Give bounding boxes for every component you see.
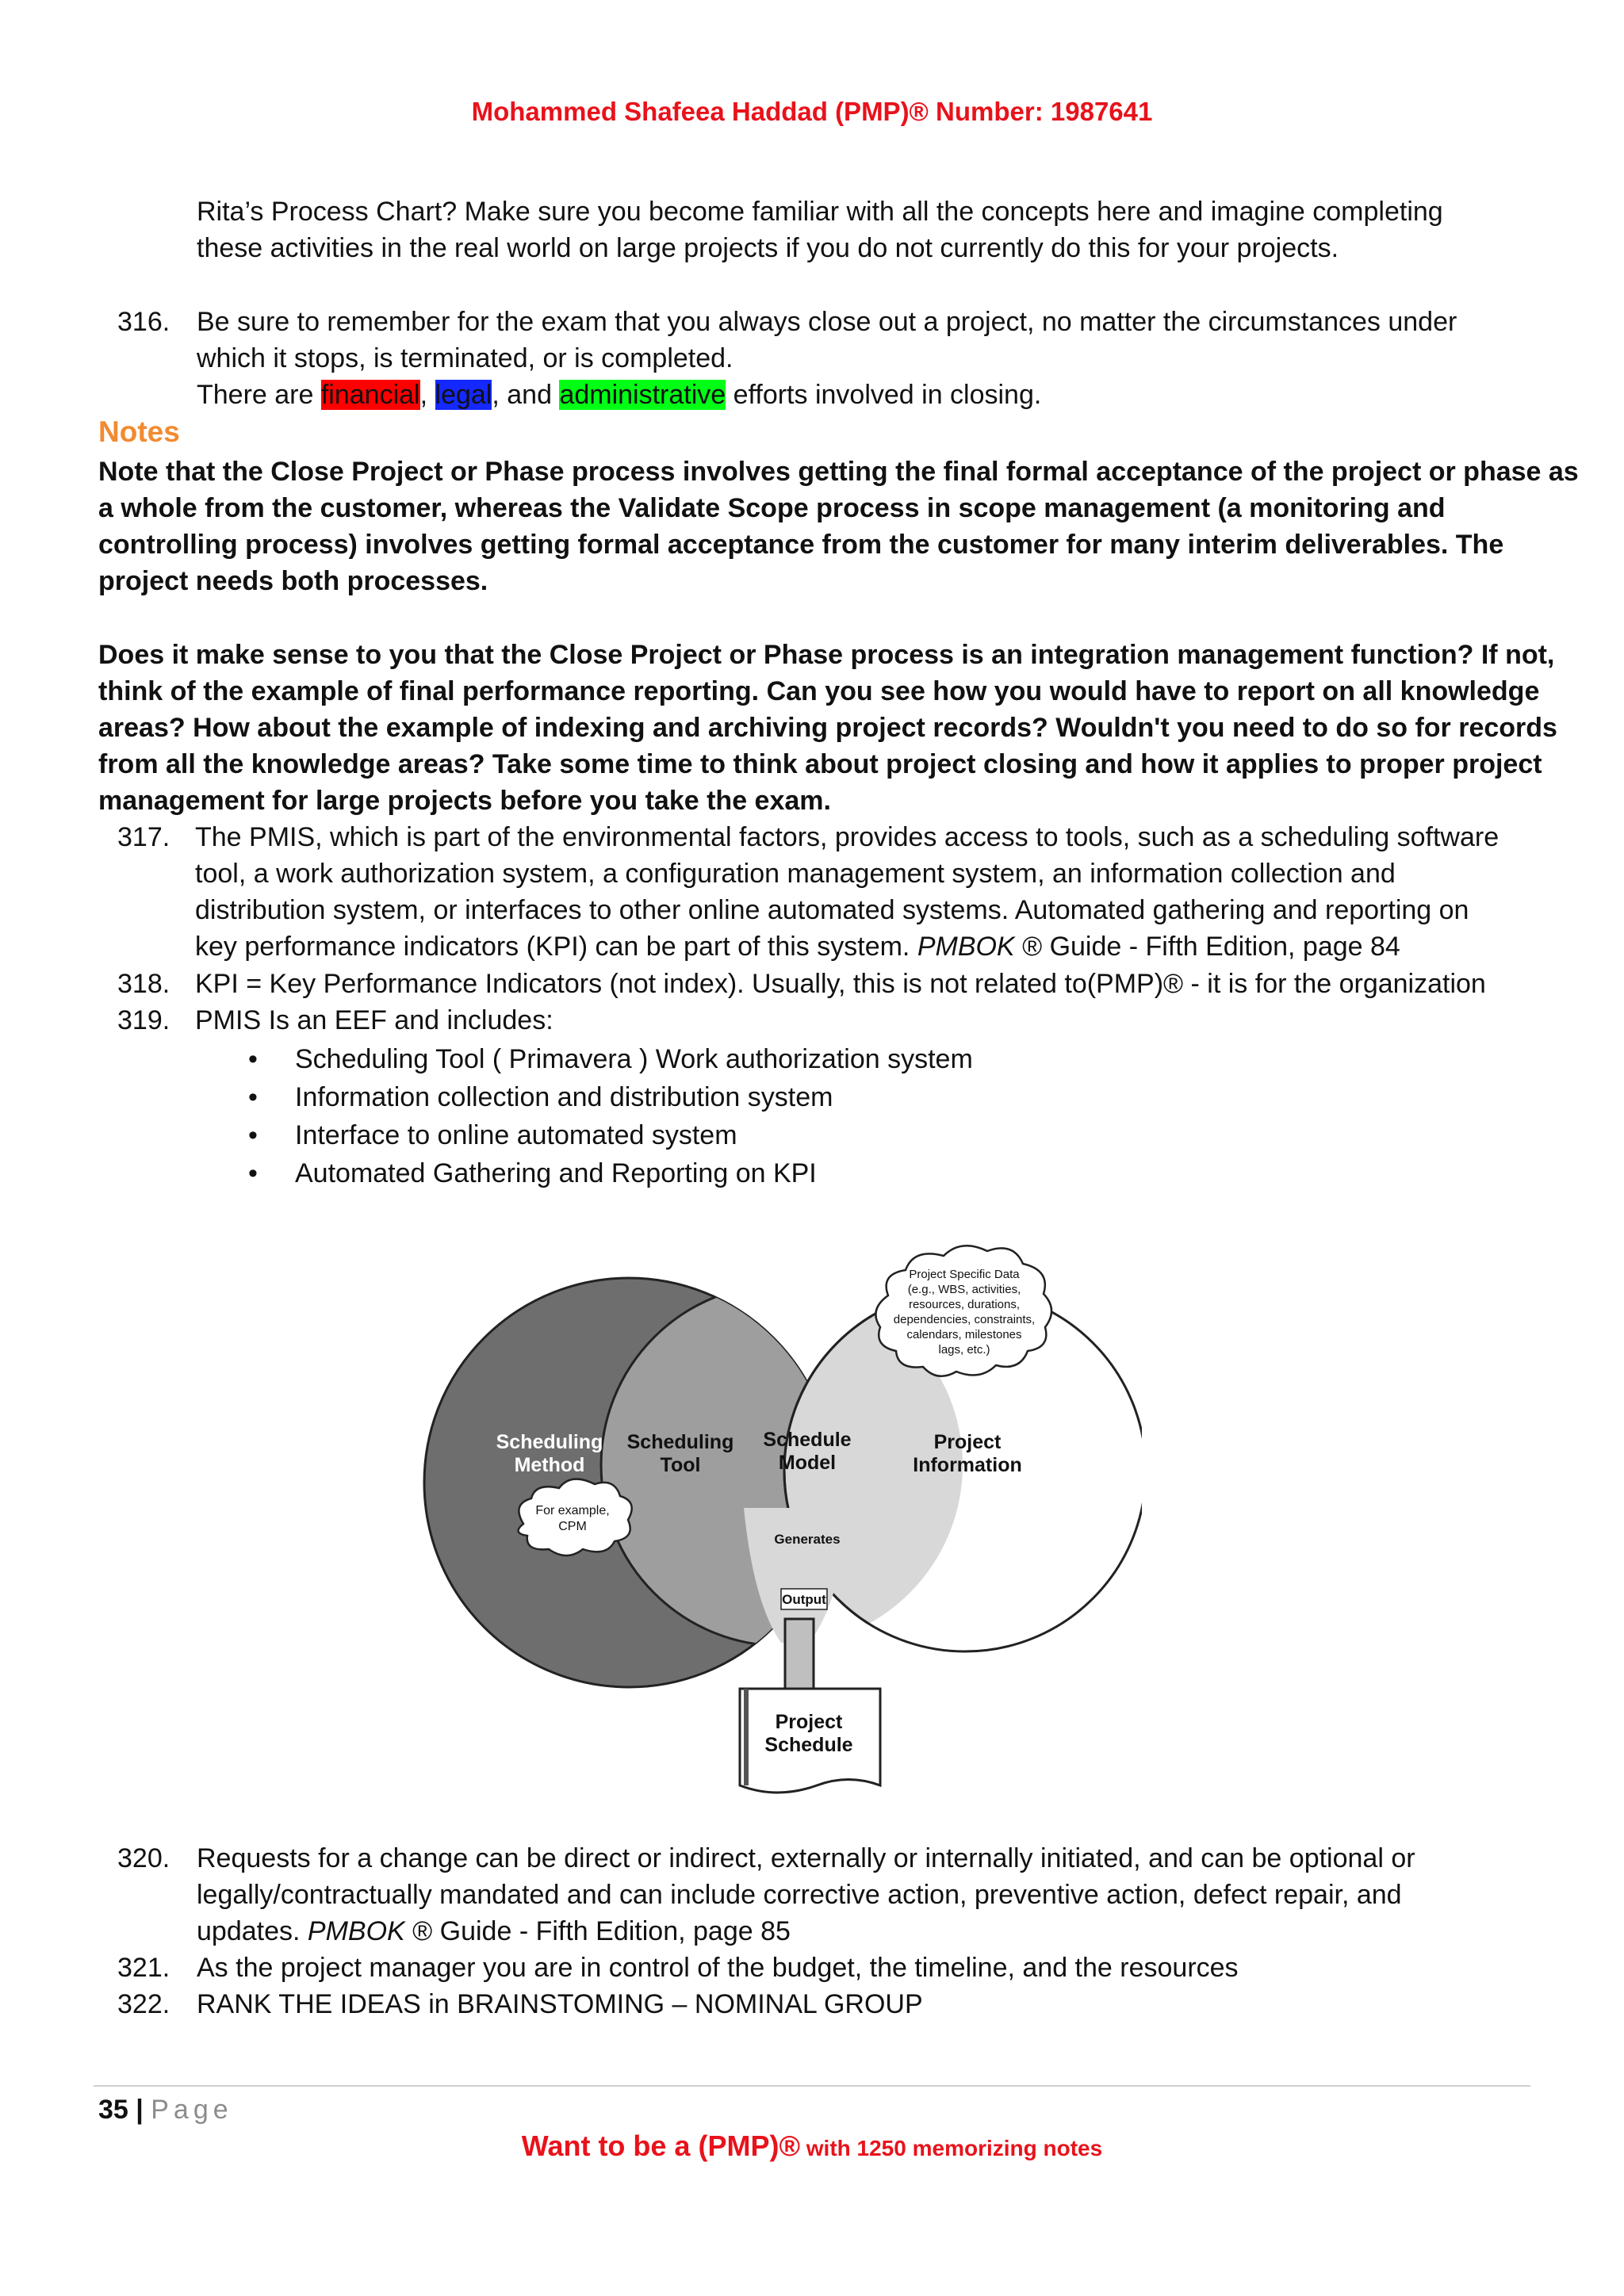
intro-line-2: these activities in the real world on large projects if you do not currently do this for your projects. xyxy=(197,233,1339,263)
label-schedule-model-1: Schedule xyxy=(763,1429,852,1451)
notes-p1-line-2: a whole from the customer, whereas the Validate Scope process in scope management (a monitoring and xyxy=(98,493,1446,523)
footer-tagline xyxy=(0,2130,1624,2163)
label-scheduling-tool-1: Scheduling xyxy=(626,1431,734,1453)
cloud-example-line-1: For example, xyxy=(535,1504,610,1517)
footer-divider xyxy=(94,2085,1530,2087)
label-output: Output xyxy=(782,1592,826,1607)
item-318-text: KPI = Key Performance Indicators (not index). Usually, this is not related to(PMP)® - it is for the organization xyxy=(195,969,1486,999)
intro-line-1: Rita’s Process Chart? Make sure you become familiar with all the concepts here and imagine completing xyxy=(197,197,1443,227)
page-header: Mohammed Shafeea Haddad (PMP)® Number: 1987641 xyxy=(471,97,1153,126)
label-scheduling-method-2: Method xyxy=(514,1454,585,1476)
label-project-information-2: Information xyxy=(913,1454,1022,1476)
notes-p1-line-3: controlling process) involves getting formal acceptance from the customer for many interim deliverables. The xyxy=(98,530,1504,560)
item-317-number: 317. xyxy=(117,822,170,852)
item-320-line-1: Requests for a change can be direct or indirect, externally or internally initiated, and can be optional or xyxy=(197,1843,1415,1873)
item-321-number: 321. xyxy=(117,1953,170,1983)
item-317-line-2: tool, a work authorization system, a configuration management system, an information collection and xyxy=(195,859,1396,889)
item-318-number: 318. xyxy=(117,969,170,999)
item-316-prefix: There are xyxy=(197,380,321,410)
footer-tagline-small: with 1250 memorizing notes xyxy=(799,2136,1103,2160)
cloud-example-line-2: CPM xyxy=(558,1520,587,1533)
highlight-financial: financial xyxy=(320,380,420,410)
label-generates: Generates xyxy=(774,1532,841,1547)
page-label: Page xyxy=(151,2095,233,2125)
item-317-line-3: distribution system, or interfaces to other online automated systems. Automated gathering and reporting on xyxy=(195,895,1469,925)
cloud-data-line-3: resources, durations, xyxy=(908,1298,1021,1311)
item-316-number: 316. xyxy=(117,307,170,337)
schedule-model-diagram xyxy=(341,1230,1142,1809)
label-project-schedule-2: Schedule xyxy=(764,1734,853,1756)
notes-heading: Notes xyxy=(98,415,180,448)
bullet-icon: • xyxy=(248,1158,258,1188)
label-project-information-1: Project xyxy=(933,1431,1002,1453)
bullet-icon: • xyxy=(248,1082,258,1112)
item-317-line-1: The PMIS, which is part of the environmental factors, provides access to tools, such as a scheduling software xyxy=(195,822,1500,852)
highlight-legal: legal xyxy=(435,380,492,410)
notes-p2-line-1: Does it make sense to you that the Close Project or Phase process is an integration management function? If not, xyxy=(98,640,1555,670)
bullet-icon: • xyxy=(248,1120,258,1150)
item-317-citation: ® Guide - Fifth Edition, page 84 xyxy=(1014,932,1400,962)
item-320-line-2: legally/contractually mandated and can include corrective action, preventive action, defect repair, and xyxy=(197,1880,1402,1910)
item-316-line-1: Be sure to remember for the exam that you always close out a project, no matter the circumstances under xyxy=(197,307,1457,337)
footer-tagline-main: Want to be a (PMP)® xyxy=(521,2130,800,2162)
notes-p2-line-2: think of the example of final performance reporting. Can you see how you would have to report on all knowledge xyxy=(98,676,1540,706)
item-320-citation: ® Guide - Fifth Edition, page 85 xyxy=(404,1916,791,1946)
highlight-administrative: administrative xyxy=(559,380,726,410)
item-320-line-3-text: updates. xyxy=(197,1916,308,1946)
item-317-line-4-text: key performance indicators (KPI) can be part of this system. xyxy=(195,932,917,962)
item-316-line-2: which it stops, is terminated, or is completed. xyxy=(197,343,733,373)
item-319-text: PMIS Is an EEF and includes: xyxy=(195,1005,553,1035)
pmbok-italic: PMBOK xyxy=(307,1916,405,1946)
document-page: Mohammed Shafeea Haddad (PMP)® Number: 1987641 Rita’s Process Chart? Make sure you become familiar with all the concepts here and imagine completing these activities in the real world on large projects if you do not currently do this for your projects. 316. Be sure to remember for the exam that you always close out a project, no matter the circumstances under which it stops, is terminated, or is completed. There are financial, legal, and administrative efforts involved in closing. Notes Note that the Close Project or Phase process involves getting the final formal acceptance of the project or phase as a whole from the customer, whereas the Validate Scope process in scope management (a monitoring and controlling process) involves getting formal acceptance from the customer for many interim deliverables. The project needs both processes. Does it make sense to you that the Close Project or Phase process is an integration management function? If not, think of the example of final performance reporting. Can you see how you would have to report on all knowledge areas? How about the example of indexing and archiving project records? Wouldn't you need to do so for records from all the knowledge areas? Take some time to think about project closing and how it applies to proper project management for large projects before you take the exam. 317. The PMIS, which is part of the environmental factors, provides access to tools, such as a scheduling software tool, a work authorization system, a configuration management system, an information collection and distribution system, or interfaces to other online automated systems. Automated gathering and reporting on key performance indicators (KPI) can be part of this system. PMBOK ® Guide - Fifth Edition, page 84 318. KPI = Key Performance Indicators (not index). Usually, this is not related to(PMP)® - it is for the organization 319. PMIS Is an EEF and includes: • Scheduling Tool ( Primavera ) Work authorization system • Information collection and distribution system • Interface to online automated system • Automated Gathering and Reporting on KPI Scheduling Method Scheduling Tool Schedule Model Project Information For example, CPM Project Specific Data (e.g., WBS, activities, resources, durations, dependencies, constraints, calendars, milestones lags, etc.) Generates Output Project Schedule 320. Requests for a change can be direct or indirect, externally or internally initiated, and can be optional or legally/contractually mandated and can include corrective action, preventive action, defect repair, and updates. PMBOK ® Guide - Fifth Edition, page 85 321. As the project manager you are in control of the budget, the timeline, and the resources 322. RANK THE IDEAS in BRAINSTOMING – NOMINAL GROUP 35 | Page Want to be a (PMP)® with 1250 memorizing notes xyxy=(0,0,1624,2296)
label-scheduling-tool-2: Tool xyxy=(660,1454,701,1476)
notes-p2-line-5: management for large projects before you take the exam. xyxy=(98,786,831,816)
cloud-data-line-1: Project Specific Data xyxy=(909,1268,1020,1281)
notes-p1-line-1: Note that the Close Project or Phase process involves getting the final formal acceptance of the project or phase as xyxy=(98,457,1579,487)
cloud-data-line-4: dependencies, constraints, xyxy=(893,1313,1036,1326)
item-317-line-4 xyxy=(195,928,1400,965)
notes-p1-line-4: project needs both processes. xyxy=(98,566,488,596)
cloud-data-line-2: (e.g., WBS, activities, xyxy=(907,1283,1021,1296)
page-number xyxy=(98,2095,233,2126)
item-322-text: RANK THE IDEAS in BRAINSTOMING – NOMINAL GROUP xyxy=(197,1989,923,2019)
page-number-value: 35 xyxy=(98,2095,128,2125)
bullet-icon: • xyxy=(248,1044,258,1074)
item-320-number: 320. xyxy=(117,1843,170,1873)
label-project-schedule-1: Project xyxy=(775,1711,843,1733)
label-scheduling-method-1: Scheduling xyxy=(496,1431,603,1453)
page-separator: | xyxy=(128,2095,151,2125)
item-321-text: As the project manager you are in control of the budget, the timeline, and the resources xyxy=(197,1953,1239,1983)
and-text: , and xyxy=(492,380,560,410)
item-322-number: 322. xyxy=(117,1989,170,2019)
comma: , xyxy=(419,380,428,410)
notes-p2-line-3: areas? How about the example of indexing and archiving project records? Wouldn't you need to do so for records xyxy=(98,713,1557,743)
cloud-data-line-5: calendars, milestones xyxy=(906,1328,1022,1341)
item-319-number: 319. xyxy=(117,1005,170,1035)
item-320-line-3 xyxy=(197,1913,791,1950)
notes-p2-line-4: from all the knowledge areas? Take some time to think about project closing and how it applies to proper project xyxy=(98,749,1542,779)
item-316-suffix: efforts involved in closing. xyxy=(726,380,1042,410)
label-schedule-model-2: Model xyxy=(778,1452,837,1474)
pmbok-italic: PMBOK xyxy=(917,932,1015,962)
item-316-line-3 xyxy=(197,377,1041,413)
cloud-data-line-6: lags, etc.) xyxy=(938,1343,990,1357)
